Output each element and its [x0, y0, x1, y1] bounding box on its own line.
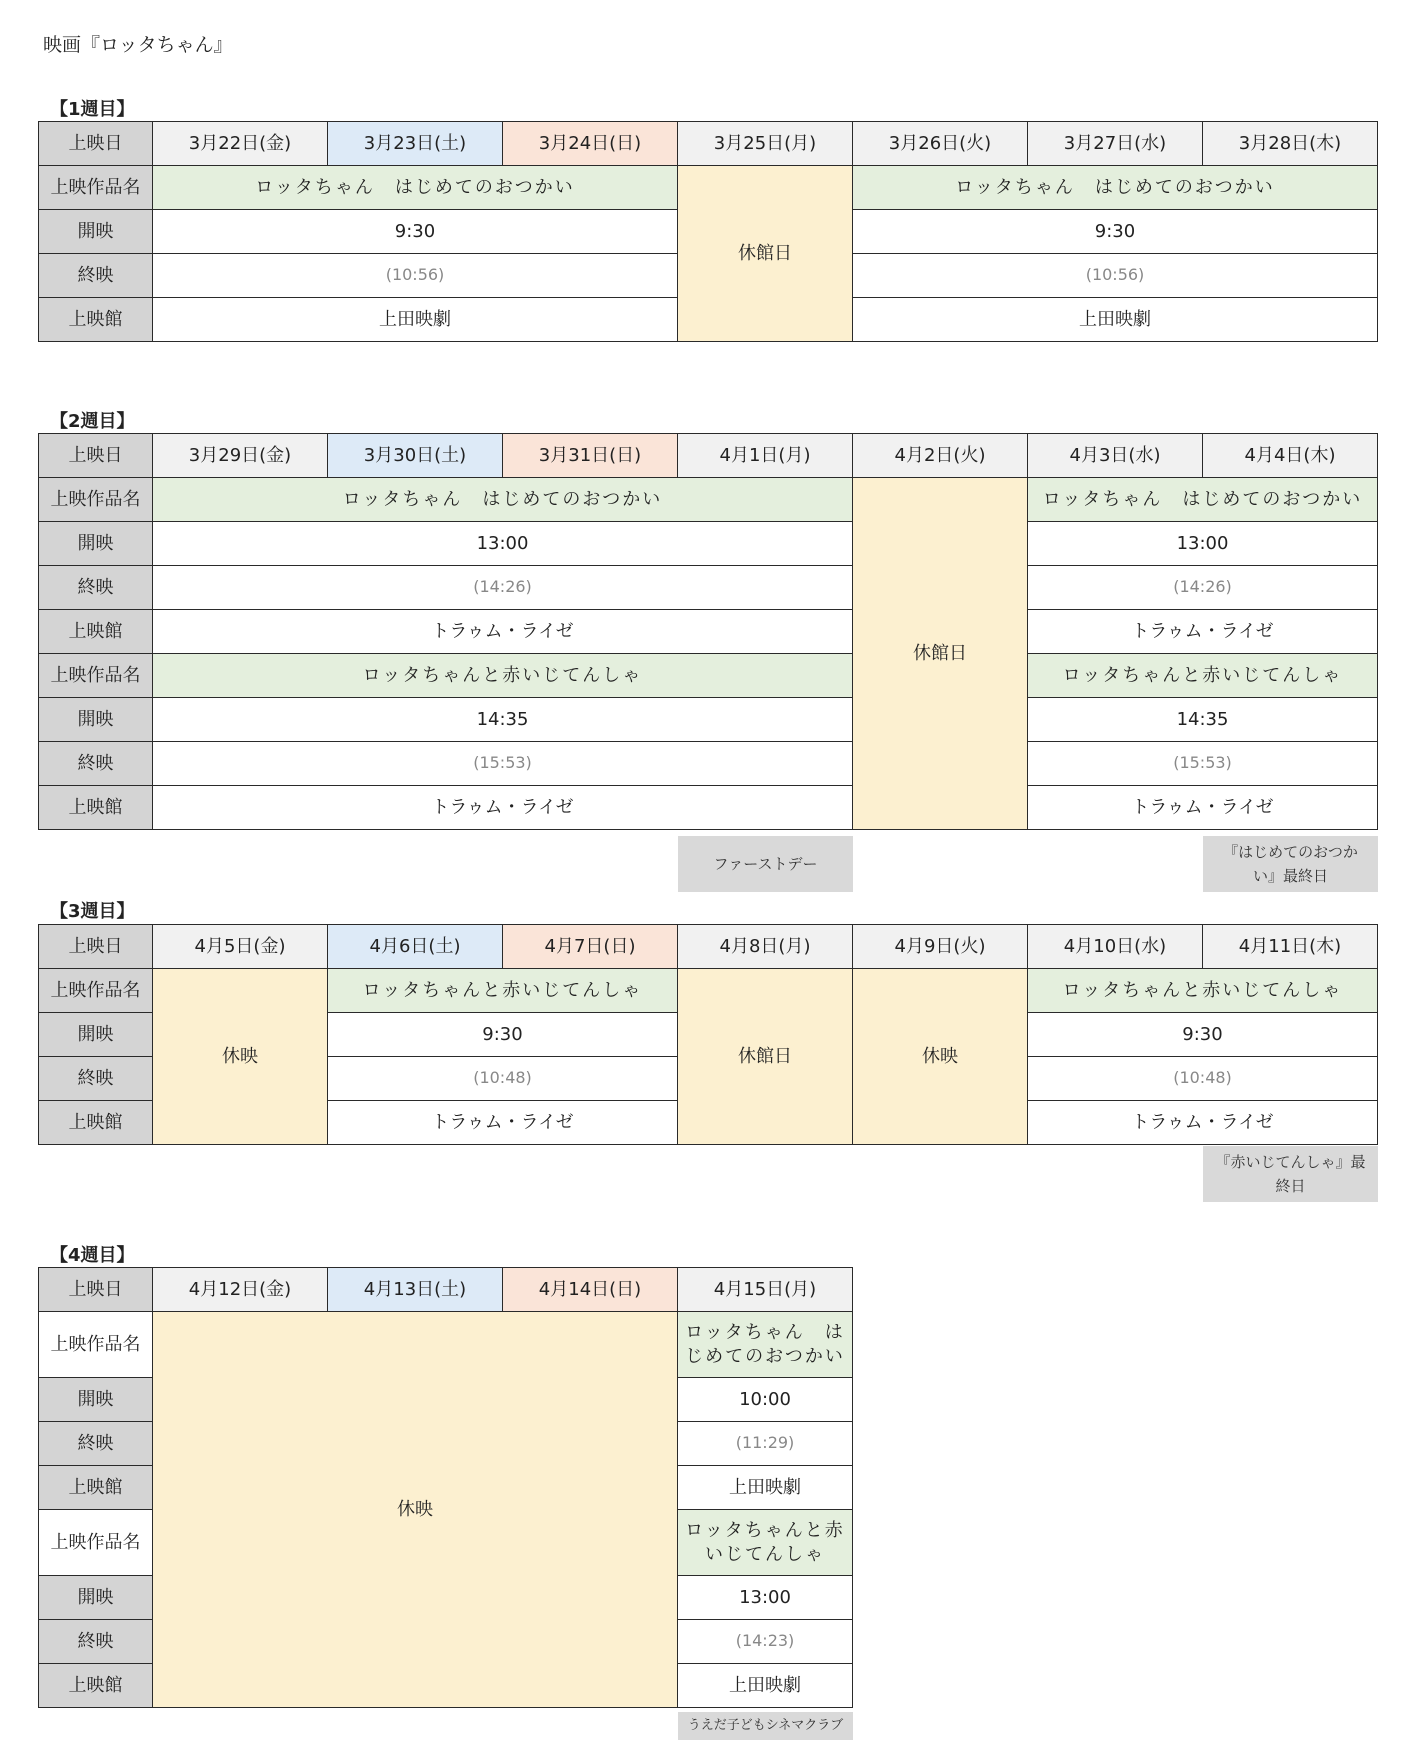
row-label-start: 開映: [39, 522, 153, 566]
date-cell-saturday: 3月23日(土): [328, 122, 503, 166]
date-cell: 4月3日(水): [1028, 434, 1203, 478]
film-title-cell: ロッタちゃんと赤いじてんしゃ: [678, 1510, 853, 1576]
end-time-cell: (10:56): [853, 254, 1378, 298]
start-time-cell: 13:00: [153, 522, 853, 566]
table-row: [39, 1312, 853, 1378]
row-label-title: 上映作品名: [39, 1312, 153, 1378]
date-cell-saturday: 4月13日(土): [328, 1268, 503, 1312]
week4-schedule-table: [38, 1267, 853, 1708]
end-time-cell: (10:48): [1028, 1057, 1378, 1101]
venue-cell: 上田映劇: [678, 1466, 853, 1510]
row-label-start: 開映: [39, 1013, 153, 1057]
date-cell: 4月11日(木): [1203, 925, 1378, 969]
date-cell: 3月22日(金): [153, 122, 328, 166]
table-row: [39, 698, 1378, 742]
row-label-date: 上映日: [39, 122, 153, 166]
week3-heading: 【3週目】: [50, 901, 135, 922]
date-cell-saturday: 3月30日(土): [328, 434, 503, 478]
end-time-cell: (11:29): [678, 1422, 853, 1466]
date-cell: 4月9日(火): [853, 925, 1028, 969]
no-screening-cell: 休映: [153, 1312, 678, 1708]
end-time-cell: (10:56): [153, 254, 678, 298]
date-cell-sunday: 3月24日(日): [503, 122, 678, 166]
table-row: [39, 1268, 853, 1312]
table-row: [39, 925, 1378, 969]
row-label-title: 上映作品名: [39, 478, 153, 522]
film-title-cell: ロッタちゃん はじめてのおつかい: [678, 1312, 853, 1378]
row-label-venue: 上映館: [39, 1664, 153, 1708]
date-cell: 4月4日(木): [1203, 434, 1378, 478]
date-cell-sunday: 4月7日(日): [503, 925, 678, 969]
no-screening-cell: 休映: [153, 969, 328, 1145]
week3-schedule-table: [38, 924, 1378, 1145]
table-row: [39, 434, 1378, 478]
row-label-start: 開映: [39, 210, 153, 254]
end-time-cell: (14:26): [153, 566, 853, 610]
table-row: [39, 566, 1378, 610]
end-time-cell: (14:23): [678, 1620, 853, 1664]
table-row: [39, 742, 1378, 786]
row-label-start: 開映: [39, 1378, 153, 1422]
row-label-date: 上映日: [39, 925, 153, 969]
row-label-end: 終映: [39, 1620, 153, 1664]
note-first-day: ファーストデー: [678, 836, 853, 892]
film-title-cell: ロッタちゃんと赤いじてんしゃ: [153, 654, 853, 698]
week1-schedule-table: [38, 121, 1378, 342]
closed-day-cell: 休館日: [678, 969, 853, 1145]
film-title-cell: ロッタちゃん はじめてのおつかい: [1028, 478, 1378, 522]
row-label-start: 開映: [39, 1576, 153, 1620]
row-label-venue: 上映館: [39, 298, 153, 342]
start-time-cell: 10:00: [678, 1378, 853, 1422]
end-time-cell: (14:26): [1028, 566, 1378, 610]
end-time-cell: (10:48): [328, 1057, 678, 1101]
film-title-cell: ロッタちゃんと赤いじてんしゃ: [1028, 969, 1378, 1013]
start-time-cell: 9:30: [853, 210, 1378, 254]
film-title-cell: ロッタちゃん はじめてのおつかい: [153, 166, 678, 210]
venue-cell: トラゥム・ライゼ: [1028, 610, 1378, 654]
row-label-end: 終映: [39, 254, 153, 298]
table-row: [39, 522, 1378, 566]
row-label-end: 終映: [39, 1422, 153, 1466]
closed-day-cell: 休館日: [678, 166, 853, 342]
row-label-venue: 上映館: [39, 786, 153, 830]
date-cell: 3月28日(木): [1203, 122, 1378, 166]
row-label-title: 上映作品名: [39, 166, 153, 210]
date-cell: 4月1日(月): [678, 434, 853, 478]
row-label-end: 終映: [39, 742, 153, 786]
table-row: [39, 786, 1378, 830]
date-cell-sunday: 3月31日(日): [503, 434, 678, 478]
table-row: [39, 122, 1378, 166]
venue-cell: トラゥム・ライゼ: [1028, 786, 1378, 830]
row-label-end: 終映: [39, 566, 153, 610]
row-label-venue: 上映館: [39, 610, 153, 654]
date-cell: 4月8日(月): [678, 925, 853, 969]
date-cell: 4月10日(水): [1028, 925, 1203, 969]
film-title-cell: ロッタちゃん はじめてのおつかい: [153, 478, 853, 522]
date-cell: 4月15日(月): [678, 1268, 853, 1312]
table-row: [39, 610, 1378, 654]
table-row: [39, 478, 1378, 522]
venue-cell: トラゥム・ライゼ: [1028, 1101, 1378, 1145]
row-label-title: 上映作品名: [39, 1510, 153, 1576]
start-time-cell: 9:30: [153, 210, 678, 254]
venue-cell: 上田映劇: [678, 1664, 853, 1708]
date-cell: 3月27日(水): [1028, 122, 1203, 166]
film-title-cell: ロッタちゃんと赤いじてんしゃ: [328, 969, 678, 1013]
row-label-date: 上映日: [39, 1268, 153, 1312]
date-cell: 3月29日(金): [153, 434, 328, 478]
row-label-title: 上映作品名: [39, 654, 153, 698]
table-row: [39, 654, 1378, 698]
week4-heading: 【4週目】: [50, 1245, 135, 1266]
venue-cell: トラゥム・ライゼ: [328, 1101, 678, 1145]
date-cell: 3月26日(火): [853, 122, 1028, 166]
closed-day-cell: 休館日: [853, 478, 1028, 830]
note-cinema-club: うえだ子どもシネマクラブ: [678, 1712, 853, 1740]
date-cell: 4月5日(金): [153, 925, 328, 969]
date-cell: 4月2日(火): [853, 434, 1028, 478]
film-title-cell: ロッタちゃん はじめてのおつかい: [853, 166, 1378, 210]
table-row: [39, 969, 1378, 1013]
week1-heading: 【1週目】: [50, 99, 135, 120]
date-cell: 3月25日(月): [678, 122, 853, 166]
row-label-date: 上映日: [39, 434, 153, 478]
date-cell-saturday: 4月6日(土): [328, 925, 503, 969]
start-time-cell: 13:00: [678, 1576, 853, 1620]
start-time-cell: 13:00: [1028, 522, 1378, 566]
document-title: 映画『ロッタちゃん』: [43, 34, 233, 56]
row-label-venue: 上映館: [39, 1466, 153, 1510]
venue-cell: トラゥム・ライゼ: [153, 610, 853, 654]
note-first-film-last-day: 『はじめてのおつかい』最終日: [1203, 836, 1378, 892]
venue-cell: 上田映劇: [153, 298, 678, 342]
note-second-film-last-day: 『赤いじてんしゃ』最終日: [1203, 1146, 1378, 1202]
start-time-cell: 14:35: [153, 698, 853, 742]
start-time-cell: 9:30: [328, 1013, 678, 1057]
no-screening-cell: 休映: [853, 969, 1028, 1145]
row-label-end: 終映: [39, 1057, 153, 1101]
venue-cell: 上田映劇: [853, 298, 1378, 342]
date-cell: 4月12日(金): [153, 1268, 328, 1312]
end-time-cell: (15:53): [1028, 742, 1378, 786]
row-label-start: 開映: [39, 698, 153, 742]
start-time-cell: 9:30: [1028, 1013, 1378, 1057]
start-time-cell: 14:35: [1028, 698, 1378, 742]
venue-cell: トラゥム・ライゼ: [153, 786, 853, 830]
film-title-cell: ロッタちゃんと赤いじてんしゃ: [1028, 654, 1378, 698]
row-label-venue: 上映館: [39, 1101, 153, 1145]
date-cell-sunday: 4月14日(日): [503, 1268, 678, 1312]
week2-schedule-table: [38, 433, 1378, 830]
row-label-title: 上映作品名: [39, 969, 153, 1013]
week2-heading: 【2週目】: [50, 411, 135, 432]
end-time-cell: (15:53): [153, 742, 853, 786]
table-row: [39, 166, 1378, 210]
